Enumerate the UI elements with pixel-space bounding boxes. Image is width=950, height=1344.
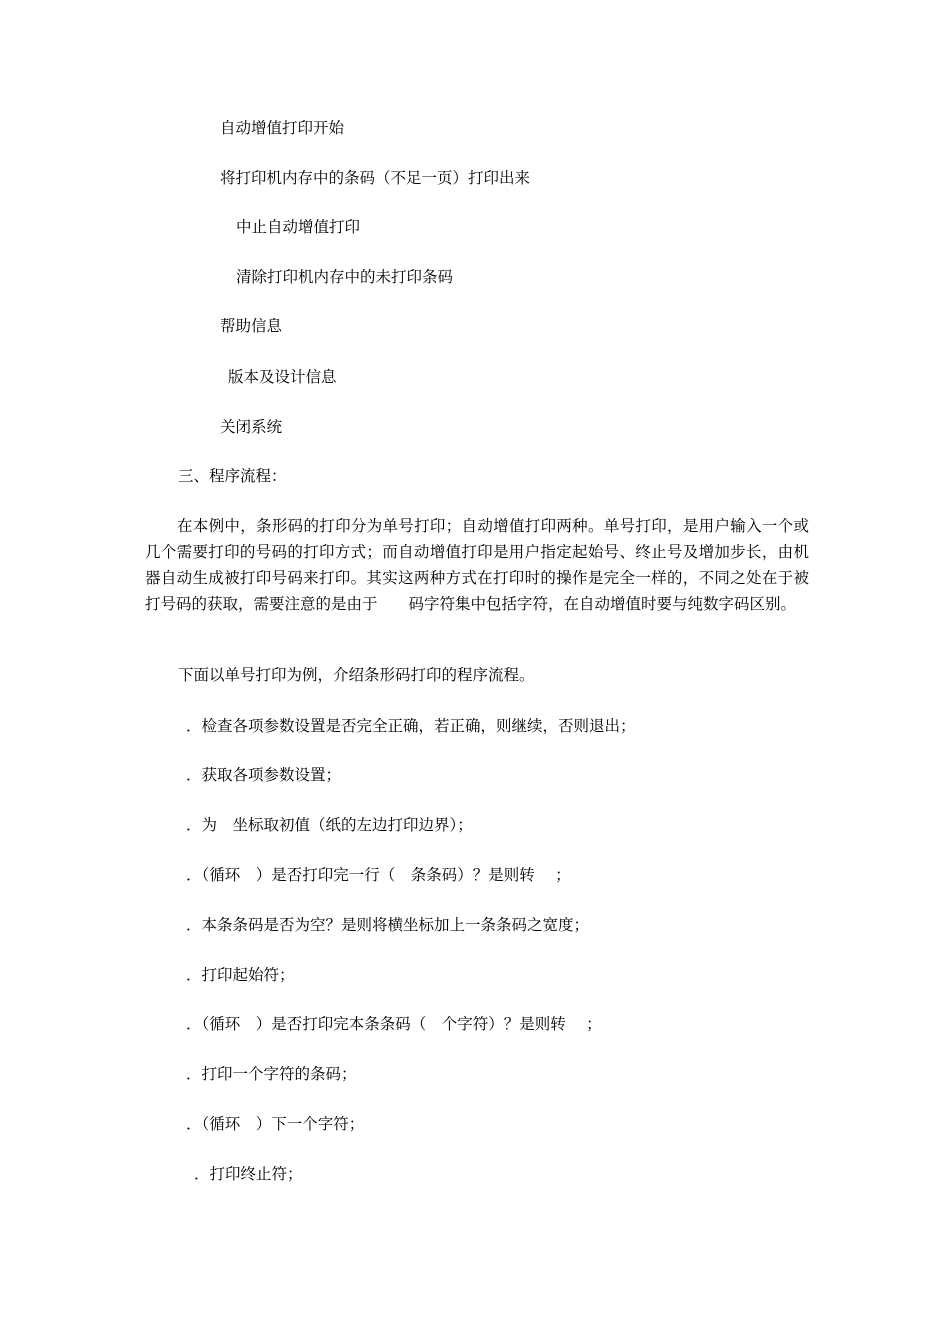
step-item: ．本条条码是否为空？是则将横坐标加上一条条码之宽度； — [186, 916, 590, 934]
flow-intro: 下面以单号打印为例，介绍条形码打印的程序流程。 — [178, 666, 535, 684]
step-item: ．（循环 ）下一个字符； — [186, 1115, 365, 1133]
menu-item-stop-auto-print: 中止自动增值打印 — [236, 218, 361, 236]
step-item: ．（循环 ）是否打印完本条条码（ 个字符）？是则转 ； — [186, 1015, 602, 1033]
menu-item-clear-memory: 清除打印机内存中的未打印条码 — [236, 268, 454, 286]
step-item: ．获取各项参数设置； — [186, 766, 342, 784]
menu-item-version-info: 版本及设计信息 — [228, 368, 337, 386]
section-heading: 三、程序流程： — [178, 467, 287, 485]
step-item: ．打印终止符； — [194, 1165, 303, 1183]
intro-paragraph: 在本例中，条形码的打印分为单号打印；自动增值打印两种。单号打印，是用户输入一个或几个需要打印的号码的打印方式；而自动增值打印是用户指定起始号、终止号及增加步长，由机器自动生成被打印号码来打印。其实这两种方式在打印时的操作是完全一样的，不同之处在于被打号码的获取，需要注意的是由于 码字符集中包括字符，在自动增值时要与纯数字码区别。 — [145, 517, 809, 613]
menu-item-close-system: 关闭系统 — [220, 418, 283, 436]
menu-item-auto-print-start: 自动增值打印开始 — [220, 119, 345, 137]
step-item: ．检查各项参数设置是否完全正确，若正确，则继续，否则退出； — [186, 717, 636, 735]
step-item: ．为 坐标取初值（纸的左边打印边界）； — [186, 816, 473, 834]
menu-item-help: 帮助信息 — [220, 317, 283, 335]
step-item: ．（循环 ）是否打印完一行（ 条条码）？是则转 ； — [186, 866, 571, 884]
step-item: ．打印一个字符的条码； — [186, 1065, 357, 1083]
menu-item-print-memory-barcodes: 将打印机内存中的条码（不足一页）打印出来 — [220, 169, 531, 187]
step-item: ．打印起始符； — [186, 966, 295, 984]
